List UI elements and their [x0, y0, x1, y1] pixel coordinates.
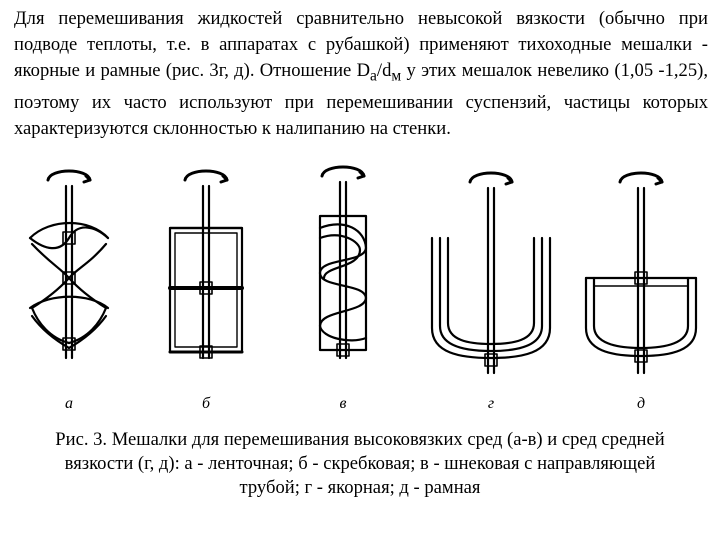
figure-label-b: б — [201, 395, 211, 412]
paragraph-text-3: у этих мешалок невелико (1,05 -1,25), поэтому их часто используют при перемешивании суспензий, частицы которых характеризуются склонностью к налипанию на стенки. — [14, 60, 708, 139]
paragraph-text-2: /d — [376, 60, 392, 81]
ribbon-stirrer — [30, 171, 108, 358]
paragraph-sub-1: a — [370, 67, 377, 85]
figure-label-v: в — [339, 395, 347, 412]
caption-line-3: трубой; г - якорная; д - рамная — [239, 477, 481, 498]
stirrers-figure — [20, 158, 700, 420]
figure-label-g: г — [487, 395, 495, 412]
caption-line-2: вязкости (г, д): а - ленточная; б - скребковая; в - шнековая с направляющей — [64, 453, 656, 474]
anchor-stirrer — [432, 173, 550, 373]
frame-stirrer — [586, 173, 696, 373]
scraper-stirrer — [170, 171, 242, 358]
body-paragraph — [14, 6, 708, 142]
paragraph-text-1: Для перемешивания жидкостей сравнительно невысокой вязкости (обычно при подводе теплоты, т.е. в аппаратах с рубашкой) применяют тихоходные мешалки - якорные и рамные (рис. 3г, д). Отношение D — [14, 8, 708, 81]
figure-caption — [20, 428, 700, 500]
screw-stirrer — [320, 167, 366, 358]
stirrers-drawing — [20, 158, 700, 420]
paragraph-sub-2: м — [391, 67, 402, 85]
caption-line-1: Рис. 3. Мешалки для перемешивания высоковязких сред (а-в) и сред средней — [55, 429, 665, 450]
figure-label-d: д — [636, 395, 646, 412]
figure-label-a: а — [65, 395, 73, 412]
